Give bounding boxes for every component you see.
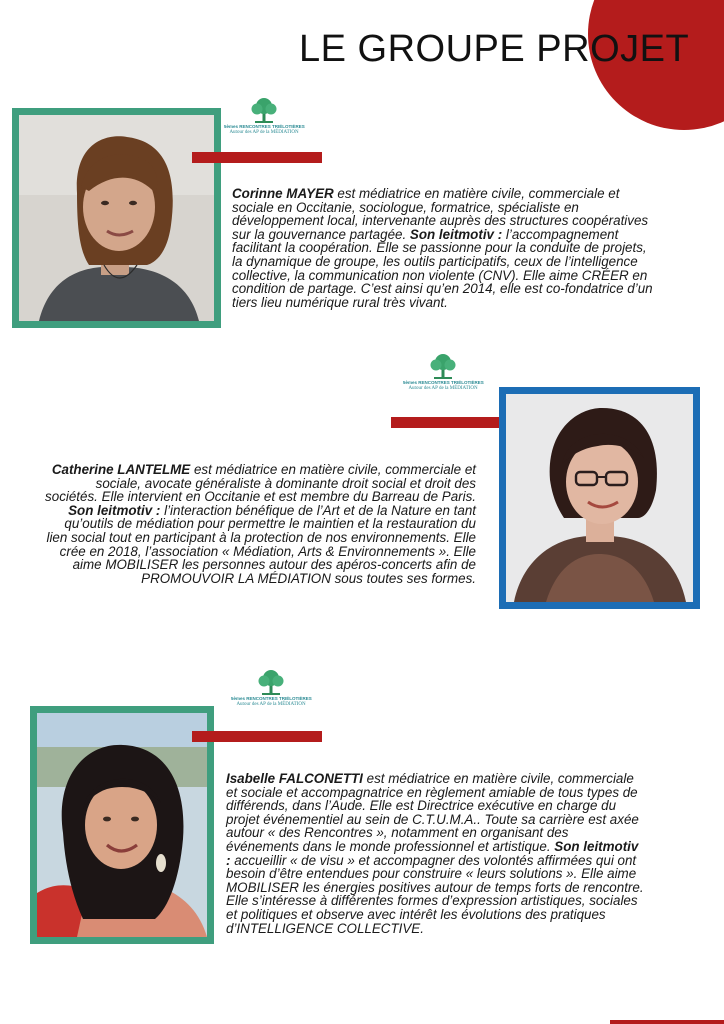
- logo-subtitle: Autour des AP de la MÉDIATION: [236, 702, 306, 707]
- page-title: LE GROUPE PROJET: [299, 28, 690, 70]
- logo-title: 5èmes RENCONTRES TRIÉLOTIÈRES: [403, 380, 484, 385]
- portrait-isabelle: [30, 706, 214, 944]
- logo-subtitle: Autour des AP de la MÉDIATION: [229, 130, 299, 135]
- bio-text: l’interaction bénéfique de l’Art et de la Nature en tant qu’outils de médiation pour permettre le maintien et la restauration du lien social tout en participant à la protection de nos environnements. Elle crée en 2018, l’association « Médiation, Arts & Environnements ». Elle aime MOBILISER les personnes autour des apéros-concerts afin de PROMOUVOIR LA MÉDIATION sous toutes ses formes.: [46, 502, 476, 586]
- event-logo: [231, 668, 311, 708]
- bio-text: est médiatrice en matière civile, commerciale et sociale et accompagnatrice en règlement amiable de tous types de différends, dans l’Aude. Elle est Directrice exécutive en charge du projet événementiel au sein de C.T.U.M.A.. Toute sa carrière est axée autour « des Rencontres », notamment en organisant des événements dans le monde professionnel et artistique.: [226, 771, 639, 854]
- person-name: Catherine LANTELME: [51, 462, 191, 477]
- portrait-image: [37, 713, 207, 937]
- person-name: Corinne MAYER: [232, 186, 334, 201]
- bio-corinne: [232, 187, 660, 309]
- accent-bar: [192, 731, 322, 742]
- leitmotiv-label: Son leitmotiv :: [226, 838, 639, 868]
- bio-catherine: [44, 463, 476, 585]
- bio-text: est médiatrice en matière civile, commerciale et sociale en Occitanie, sociologue, formatrice, spécialiste en développement local, intervenante auprès des structures coopératives sur la gouvernance partagée.: [232, 186, 649, 242]
- portrait-corinne: [12, 108, 221, 328]
- accent-bar: [192, 152, 322, 163]
- leitmotiv-label: Son leitmotiv :: [68, 502, 161, 518]
- logo-subtitle: Autour des AP de la MÉDIATION: [408, 386, 478, 391]
- footer-accent-line: [610, 1020, 724, 1024]
- portrait-image: [19, 115, 214, 321]
- event-logo: [403, 352, 483, 392]
- bio-isabelle: [226, 772, 644, 935]
- bio-text: accueillir « de visu » et accompagner des volontés affirmées qui ont besoin d’être entendues pour construire « leurs solutions ». Elle aime MOBILISER les énergies positives autour de temps forts de rencontre. Elle s’intéresse à différentes formes d’expression artistiques, sociales et politiques et observe avec intérêt les évolutions des pratiques d’INTELLIGENCE COLLECTIVE.: [226, 852, 644, 936]
- logo-title: 5èmes RENCONTRES TRIÉLOTIÈRES: [224, 124, 305, 129]
- bio-text: est médiatrice en matière civile, commerciale et sociale, avocate généraliste à dominante droit social et droit des sociétés. Elle intervient en Occitanie et est membre du Barreau de Paris.: [45, 462, 476, 505]
- bio-text: l’accompagnement facilitant la coopération. Elle se passionne pour la conduite de projets, la dynamique de groupe, les outils participatifs, ceux de l’intelligence collective, la communication non violente (CNV). Elle aime CRÉER en condition de partage. C’est ainsi qu’en 2014, elle est co-fondatrice d’un tiers lieu numérique rural très vivant.: [232, 226, 653, 310]
- portrait-catherine: [499, 387, 700, 609]
- event-logo: [224, 96, 304, 136]
- leitmotiv-label: Son leitmotiv :: [409, 226, 503, 242]
- tree-logo-icon: [254, 668, 288, 696]
- portrait-image: [506, 394, 693, 602]
- person-name: Isabelle FALCONETTI: [226, 771, 363, 786]
- tree-logo-icon: [247, 96, 281, 124]
- tree-logo-icon: [426, 352, 460, 380]
- logo-title: 5èmes RENCONTRES TRIÉLOTIÈRES: [231, 696, 312, 701]
